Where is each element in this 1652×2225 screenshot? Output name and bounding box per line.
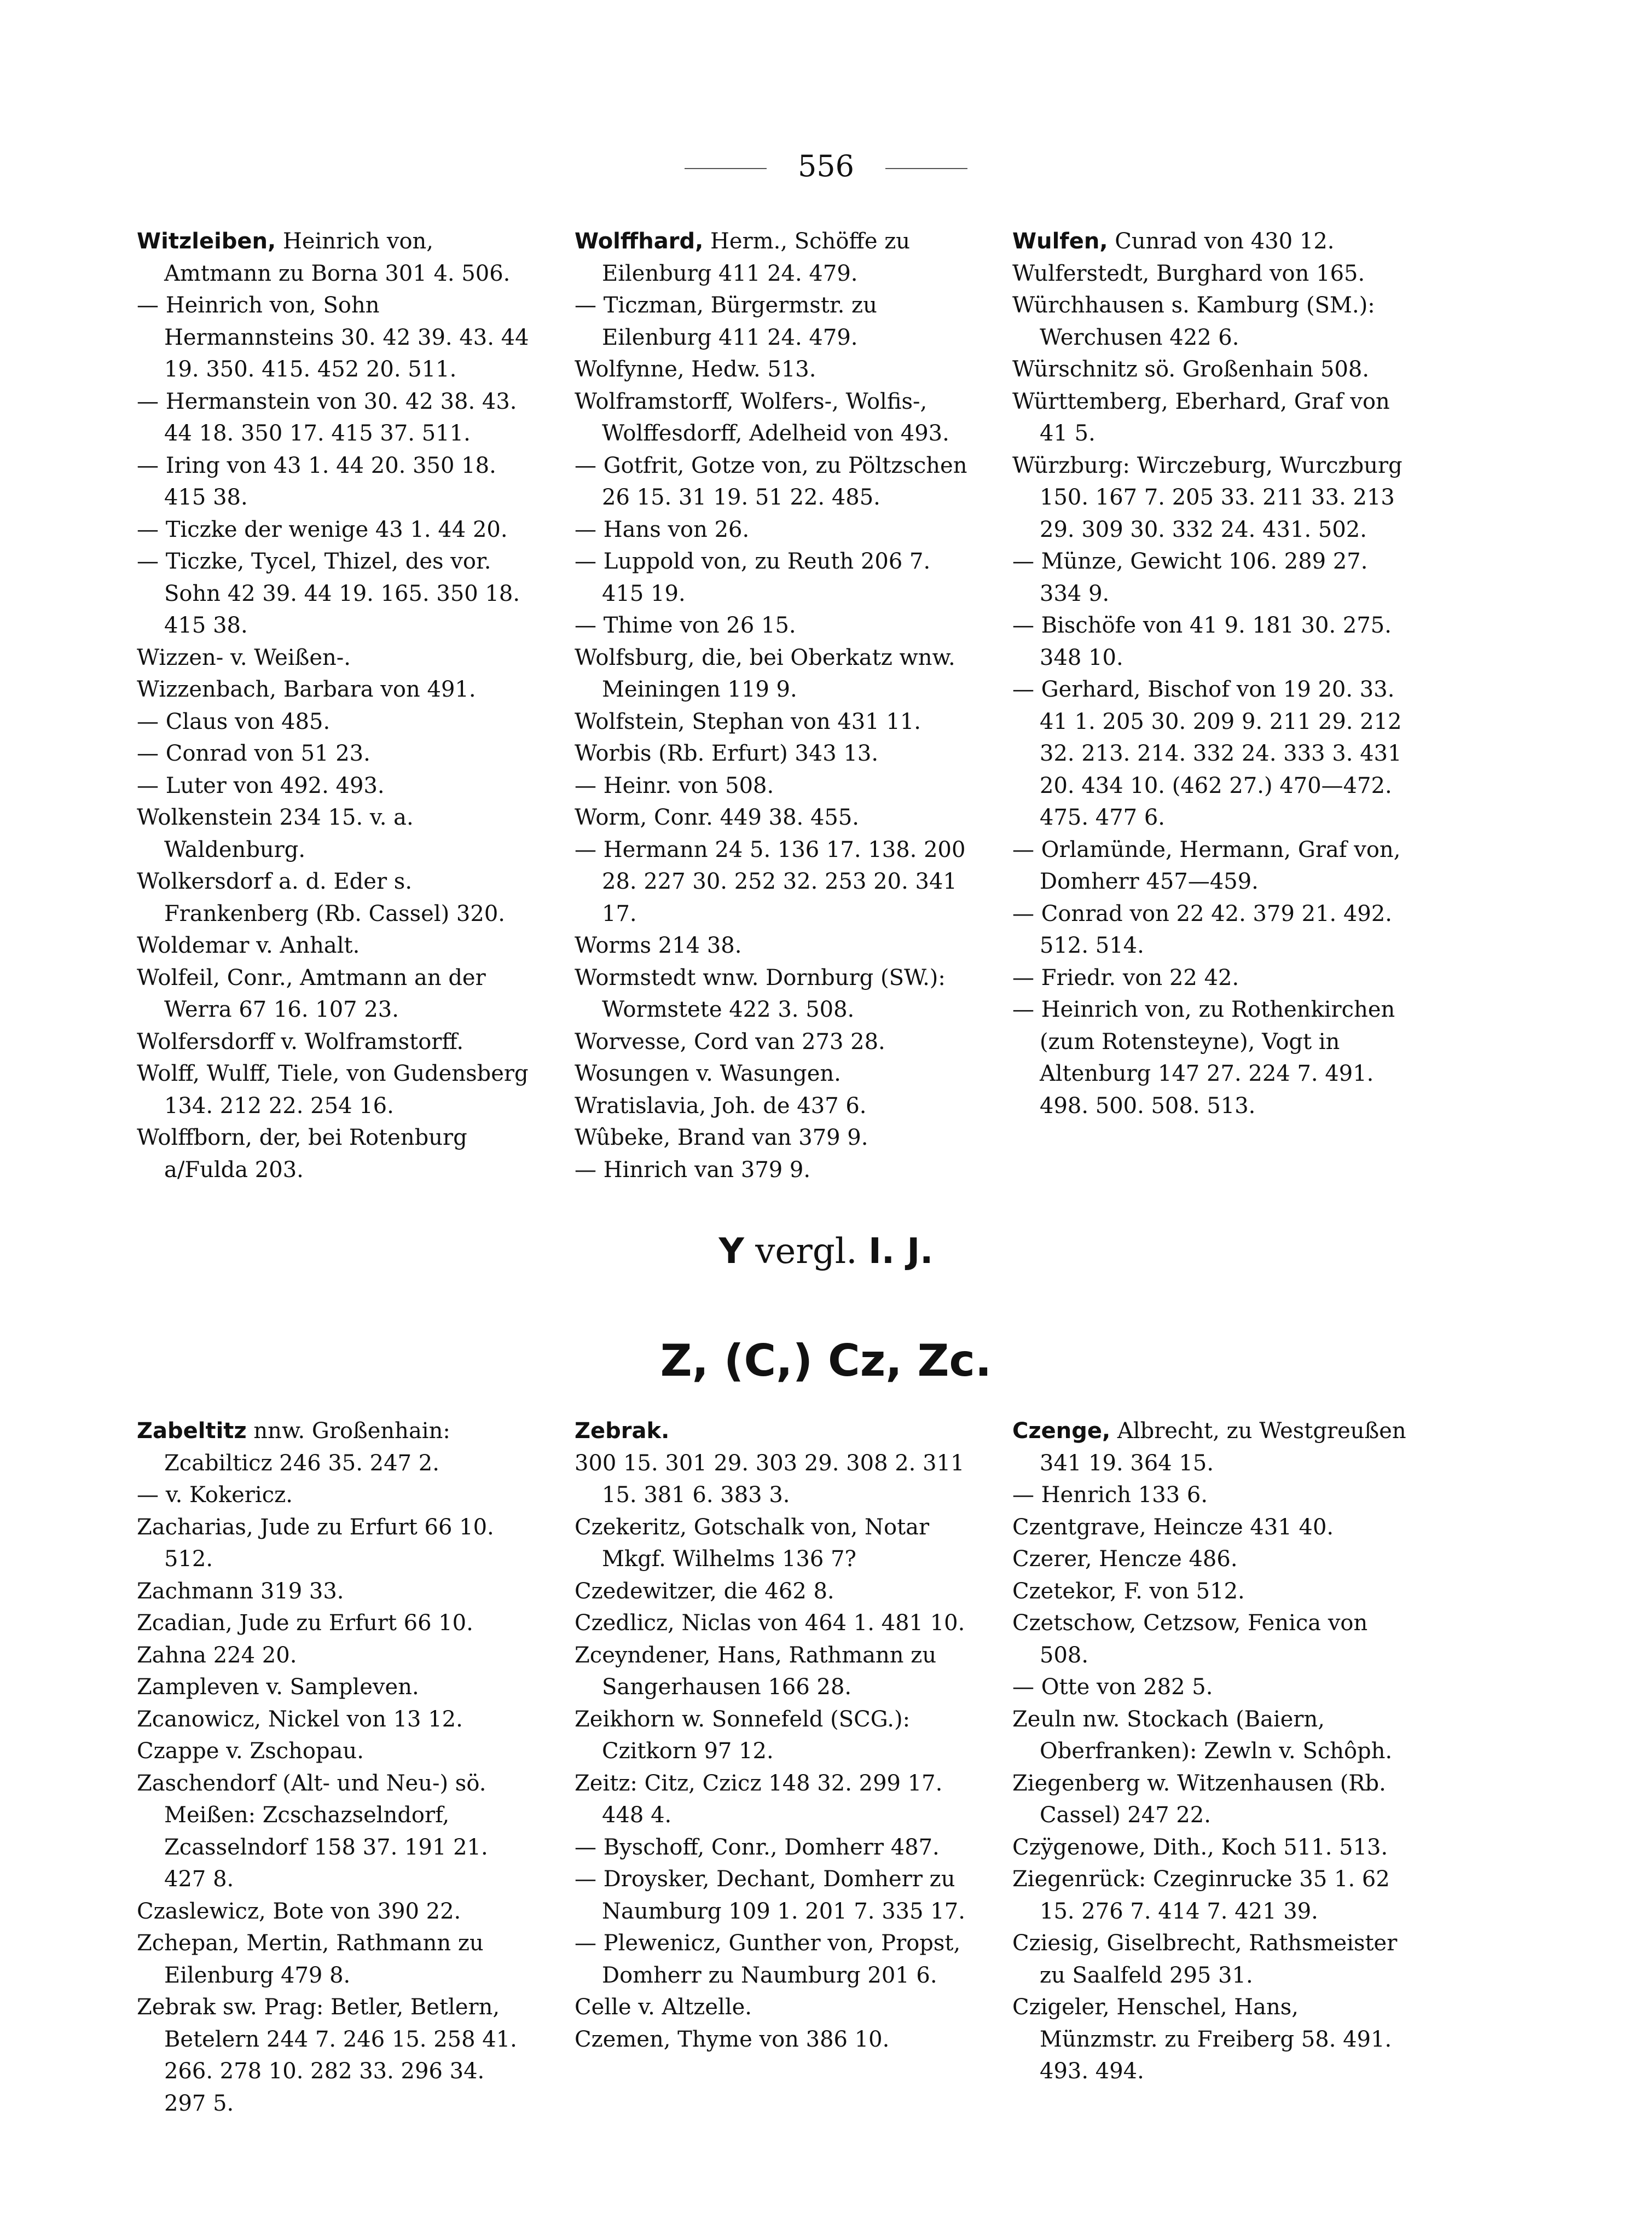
entry-text: — v. Kokericz. — [137, 1482, 293, 1508]
entry-text: 300 15. 301 29. 303 29. 308 2. 311 15. 381 6. 383 3. — [575, 1450, 965, 1508]
entry-text: Zeitz: Citz, Czicz 148 32. 299 17. 448 4. — [575, 1770, 943, 1828]
entry-text: Würchhausen s. Kamburg (SM.): Werchusen 422 6. — [1012, 293, 1375, 350]
entry-text: Czetschow, Cetzsow, Fenica von 508. — [1012, 1610, 1368, 1668]
index-entry — [575, 738, 969, 770]
entry-text: Würschnitz sö. Großenhain 508. — [1012, 357, 1370, 382]
index-entry — [575, 802, 969, 834]
entry-text: Worbis (Rb. Erfurt) 343 13. — [575, 741, 879, 766]
index-entry — [575, 1090, 969, 1122]
index-entry — [575, 610, 969, 642]
index-entry — [137, 738, 531, 770]
index-entry — [137, 1122, 531, 1186]
entry-text: Zahna 224 20. — [137, 1642, 297, 1668]
entry-text: Czerer, Hencze 486. — [1012, 1546, 1238, 1572]
section-y-letter: Y — [718, 1231, 744, 1272]
entry-text: — Hermanstein von 30. 42 38. 43. 44 18. 350 17. 415 37. 511. — [137, 389, 517, 446]
entry-text: Wolframstorff, Wolfers-, Wolfis-, Wolffesdorff, Adelheid von 493. — [575, 389, 949, 446]
index-entry — [137, 386, 531, 450]
index-entry — [575, 1991, 969, 2024]
index-column-top-1 — [137, 225, 531, 1186]
index-entry — [1012, 1479, 1406, 1511]
entry-headword: Zabeltitz — [137, 1418, 247, 1444]
entry-text: — Henrich 133 6. — [1012, 1482, 1208, 1508]
index-entry — [575, 2024, 969, 2056]
entry-text: Czaslewicz, Bote von 390 22. — [137, 1898, 461, 1924]
index-entry — [1012, 1703, 1406, 1768]
entry-text: nnw. Großenhain: Zcabilticz 246 35. 247 2. — [164, 1418, 450, 1476]
entry-text: Wolfersdorff v. Wolframstorff. — [137, 1029, 464, 1054]
entry-text: — Otte von 282 5. — [1012, 1674, 1213, 1700]
index-entry — [1012, 546, 1406, 610]
entry-text: — Heinrich von, Sohn Hermannsteins 30. 42 39. 43. 44 19. 350. 415. 452 20. 511. — [137, 293, 529, 382]
index-entry — [1012, 1607, 1406, 1671]
index-entry — [575, 1607, 969, 1639]
entry-text: Wolkersdorf a. d. Eder s. Frankenberg (Rb. Cassel) 320. — [137, 869, 505, 926]
index-entry — [137, 225, 531, 289]
entry-text: Wormstedt wnw. Dornburg (SW.): Wormstete 422 3. 508. — [575, 965, 946, 1022]
entry-text: Zeikhorn w. Sonnefeld (SCG.): Czitkorn 97 12. — [575, 1706, 911, 1764]
index-entry — [137, 770, 531, 802]
entry-text: Celle v. Altzelle. — [575, 1995, 752, 2020]
entry-text: Czÿgenowe, Dith., Koch 511. 513. — [1012, 1834, 1388, 1860]
entry-text: Woldemar v. Anhalt. — [137, 933, 360, 958]
header-rule-right — [885, 168, 967, 169]
index-entry — [575, 1154, 969, 1186]
entry-text: — Ticzke, Tycel, Thizel, des vor. Sohn 42 39. 44 19. 165. 350 18. 415 38. — [137, 549, 520, 638]
entry-text: Heinrich von, Amtmann zu Borna 301 4. 506. — [164, 229, 511, 286]
index-entry — [575, 1639, 969, 1703]
entry-text: Zacharias, Jude zu Erfurt 66 10. 512. — [137, 1514, 494, 1572]
section-y-ref: I. J. — [868, 1231, 934, 1272]
entry-text: Czentgrave, Heincze 431 40. — [1012, 1514, 1334, 1540]
entry-text: Czedewitzer, die 462 8. — [575, 1578, 834, 1604]
index-entry — [1012, 289, 1406, 354]
entry-text: — Gerhard, Bischof von 19 20. 33. 41 1. 205 30. 209 9. 211 29. 212 32. 213. 214. 332 24. 333 3. 431 20. 434 10. (462 27.) 470—472. 475. 477 6. — [1012, 677, 1402, 830]
entry-text: — Friedr. von 22 42. — [1012, 965, 1239, 990]
entry-text: Herm., Schöffe zu Eilenburg 411 24. 479. — [602, 229, 911, 286]
entry-text: Zachmann 319 33. — [137, 1578, 344, 1604]
index-entry — [1012, 1927, 1406, 1991]
entry-text: — Ticzke der wenige 43 1. 44 20. — [137, 517, 508, 542]
entry-text: — Bischöfe von 41 9. 181 30. 275. 348 10. — [1012, 613, 1392, 670]
entry-text: Zcanowicz, Nickel von 13 12. — [137, 1706, 463, 1732]
index-entry — [1012, 610, 1406, 674]
entry-text: Czigeler, Henschel, Hans, Münzmstr. zu Freiberg 58. 491. 493. 494. — [1012, 1995, 1392, 2084]
index-entry — [137, 1768, 531, 1896]
index-entry — [1012, 1543, 1406, 1575]
index-entry — [137, 1991, 531, 2119]
index-entry — [1012, 258, 1406, 290]
index-entry — [575, 1832, 969, 1864]
index-entry — [137, 866, 531, 930]
entry-text: Wolffborn, der, bei Rotenburg a/Fulda 203. — [137, 1125, 467, 1183]
entry-text: — Ticzman, Bürgermstr. zu Eilenburg 411 24. 479. — [575, 293, 877, 350]
index-entry — [137, 962, 531, 1026]
index-entry — [575, 1511, 969, 1575]
index-column-top-3 — [1012, 225, 1406, 1122]
index-entry — [575, 1768, 969, 1832]
index-entry — [575, 1447, 969, 1511]
index-entry — [137, 450, 531, 514]
entry-text: — Orlamünde, Hermann, Graf von, Domherr 457—459. — [1012, 837, 1401, 894]
index-entry — [137, 1575, 531, 1608]
entry-text: Czappe v. Zschopau. — [137, 1739, 364, 1764]
entry-text: Ziegenberg w. Witzenhausen (Rb. Cassel) 247 22. — [1012, 1770, 1386, 1828]
index-entry — [1012, 994, 1406, 1122]
page-number: 556 — [797, 149, 855, 183]
index-column-bottom-2 — [575, 1415, 969, 2055]
index-entry — [1012, 1768, 1406, 1832]
index-entry — [137, 1511, 531, 1575]
index-entry — [137, 642, 531, 674]
entry-text: Czetekor, F. von 512. — [1012, 1578, 1245, 1604]
section-y-text: vergl. — [755, 1231, 857, 1272]
index-column-top-2 — [575, 225, 969, 1186]
index-entry — [575, 1927, 969, 1991]
entry-text: — Münze, Gewicht 106. 289 27. 334 9. — [1012, 549, 1368, 606]
index-entry — [137, 1896, 531, 1928]
index-entry — [137, 1703, 531, 1736]
entry-text: — Iring von 43 1. 44 20. 350 18. 415 38. — [137, 453, 496, 510]
index-entry — [1012, 354, 1406, 386]
entry-text: Zaschendorf (Alt- und Neu-) sö. Meißen: Zcschazselndorf, Zcasselndorf 158 37. 191 21. 427 8. — [137, 1770, 488, 1892]
index-entry — [137, 1639, 531, 1672]
index-entry — [137, 1927, 531, 1991]
entry-text: Wosungen v. Wasungen. — [575, 1061, 841, 1086]
index-entry — [575, 1058, 969, 1090]
entry-text: — Luter von 492. 493. — [137, 773, 385, 798]
index-entry — [137, 1479, 531, 1511]
entry-text: Czedlicz, Niclas von 464 1. 481 10. — [575, 1610, 965, 1636]
entry-headword: Czenge, — [1012, 1418, 1111, 1444]
index-entry — [137, 1026, 531, 1058]
entry-text: Wolff, Wulff, Tiele, von Gudensberg 134. 212 22. 254 16. — [137, 1061, 529, 1119]
entry-text: Zebrak sw. Prag: Betler, Betlern, Betelern 244 7. 246 15. 258 41. 266. 278 10. 282 33. 296 34. 297 5. — [137, 1995, 517, 2116]
index-entry — [575, 546, 969, 610]
index-entry — [575, 225, 969, 289]
entry-text: — Hermann 24 5. 136 17. 138. 200 28. 227 30. 252 32. 253 20. 341 17. — [575, 837, 966, 926]
index-entry — [575, 1415, 969, 1447]
entry-text: Albrecht, zu Westgreußen 341 19. 364 15. — [1040, 1418, 1406, 1476]
entry-text: Ziegenrück: Czeginrucke 35 1. 62 15. 276 7. 414 7. 421 39. — [1012, 1867, 1390, 1924]
entry-text: Zampleven v. Sampleven. — [137, 1674, 419, 1700]
entry-text: Zcadian, Jude zu Erfurt 66 10. — [137, 1610, 473, 1636]
index-entry — [137, 674, 531, 706]
page-header — [0, 149, 1652, 183]
index-entry — [575, 930, 969, 962]
entry-text: — Claus von 485. — [137, 709, 331, 734]
index-entry — [1012, 1991, 1406, 2088]
index-entry — [1012, 386, 1406, 450]
entry-text: — Heinrich von, zu Rothenkirchen (zum Rotensteyne), Vogt in Altenburg 147 27. 224 7. 491. 498. 500. 508. 513. — [1012, 997, 1395, 1119]
index-entry — [575, 770, 969, 802]
index-entry — [575, 962, 969, 1026]
index-entry — [575, 386, 969, 450]
entry-text: Worvesse, Cord van 273 28. — [575, 1029, 885, 1054]
index-entry — [1012, 225, 1406, 258]
index-entry — [137, 546, 531, 642]
entry-text: — Thime von 26 15. — [575, 613, 796, 638]
entry-text: — Plewenicz, Gunther von, Propst, Domherr zu Naumburg 201 6. — [575, 1931, 961, 1988]
header-rule-left — [685, 168, 767, 169]
index-entry — [137, 1607, 531, 1639]
entry-text: Wolfstein, Stephan von 431 11. — [575, 709, 921, 734]
index-entry — [1012, 450, 1406, 546]
entry-headword: Zebrak. — [575, 1418, 670, 1444]
entry-text: Wulferstedt, Burghard von 165. — [1012, 260, 1365, 286]
index-column-bottom-3 — [1012, 1415, 1406, 2088]
entry-headword: Witzleiben, — [137, 229, 276, 254]
index-entry — [137, 1415, 531, 1479]
entry-headword: Wolffhard, — [575, 229, 704, 254]
entry-text: — Conrad von 51 23. — [137, 741, 370, 766]
index-entry — [575, 450, 969, 514]
index-entry — [575, 1863, 969, 1927]
index-entry — [137, 1671, 531, 1703]
entry-text: Wolfsburg, die, bei Oberkatz wnw. Meiningen 119 9. — [575, 645, 955, 702]
entry-text: Worm, Conr. 449 38. 455. — [575, 805, 860, 830]
index-entry — [1012, 898, 1406, 962]
entry-text: — Hinrich van 379 9. — [575, 1157, 811, 1183]
index-entry — [137, 930, 531, 962]
entry-text: Wizzen- v. Weißen-. — [137, 645, 351, 670]
entry-text: Czemen, Thyme von 386 10. — [575, 2026, 890, 2052]
entry-text: Wolfynne, Hedw. 513. — [575, 357, 816, 382]
index-entry — [1012, 1511, 1406, 1544]
index-entry — [137, 802, 531, 866]
entry-text: Wolkenstein 234 15. v. a. Waldenburg. — [137, 805, 414, 862]
index-entry — [575, 1122, 969, 1154]
index-entry — [575, 354, 969, 386]
section-heading-y — [0, 1231, 1652, 1272]
index-entry — [1012, 834, 1406, 898]
entry-text: Worms 214 38. — [575, 933, 742, 958]
entry-text: Zceyndener, Hans, Rathmann zu Sangerhausen 166 28. — [575, 1642, 937, 1700]
index-column-bottom-1 — [137, 1415, 531, 2119]
entry-text: — Luppold von, zu Reuth 206 7. 415 19. — [575, 549, 931, 606]
index-entry — [137, 514, 531, 546]
index-entry — [1012, 1863, 1406, 1927]
entry-headword: Wulfen, — [1012, 229, 1108, 254]
index-entry — [575, 289, 969, 354]
entry-text: Zeuln nw. Stockach (Baiern, Oberfranken): Zewln v. Schôph. — [1012, 1706, 1393, 1764]
index-entry — [137, 706, 531, 738]
entry-text: Cziesig, Giselbrecht, Rathsmeister zu Saalfeld 295 31. — [1012, 1931, 1398, 1988]
index-entry — [575, 1575, 969, 1608]
entry-text: — Gotfrit, Gotze von, zu Pöltzschen 26 15. 31 19. 51 22. 485. — [575, 453, 967, 510]
entry-text: Wratislavia, Joh. de 437 6. — [575, 1093, 867, 1119]
index-entry — [1012, 1575, 1406, 1608]
index-entry — [1012, 962, 1406, 994]
entry-text: Würzburg: Wirczeburg, Wurczburg 150. 167 7. 205 33. 211 33. 213 29. 309 30. 332 24. 431. 502. — [1012, 453, 1402, 542]
index-entry — [575, 706, 969, 738]
index-entry — [575, 642, 969, 706]
index-entry — [1012, 1832, 1406, 1864]
index-entry — [1012, 1671, 1406, 1703]
entry-text: Zchepan, Mertin, Rathmann zu Eilenburg 479 8. — [137, 1931, 484, 1988]
entry-text: Czekeritz, Gotschalk von, Notar Mkgf. Wilhelms 136 7? — [575, 1514, 930, 1572]
entry-text: Wûbeke, Brand van 379 9. — [575, 1125, 868, 1150]
entry-text: — Hans von 26. — [575, 517, 750, 542]
index-entry — [575, 1703, 969, 1768]
index-entry — [1012, 674, 1406, 834]
index-entry — [137, 1735, 531, 1768]
index-entry — [575, 514, 969, 546]
index-entry — [1012, 1415, 1406, 1479]
entry-text: Württemberg, Eberhard, Graf von 41 5. — [1012, 389, 1390, 446]
entry-text: Wolfeil, Conr., Amtmann an der Werra 67 16. 107 23. — [137, 965, 486, 1022]
section-heading-z: Z, (C,) Cz, Zc. — [660, 1335, 992, 1386]
entry-text: Cunrad von 430 12. — [1115, 229, 1335, 254]
index-entry — [137, 289, 531, 386]
index-entry — [137, 1058, 531, 1122]
entry-text: — Conrad von 22 42. 379 21. 492. 512. 514. — [1012, 901, 1393, 958]
entry-text: — Droysker, Dechant, Domherr zu Naumburg 109 1. 201 7. 335 17. — [575, 1867, 965, 1924]
entry-text: — Byschoff, Conr., Domherr 487. — [575, 1834, 940, 1860]
index-entry — [575, 834, 969, 930]
index-entry — [575, 1026, 969, 1058]
entry-text: Wizzenbach, Barbara von 491. — [137, 677, 476, 702]
entry-text: — Heinr. von 508. — [575, 773, 774, 798]
